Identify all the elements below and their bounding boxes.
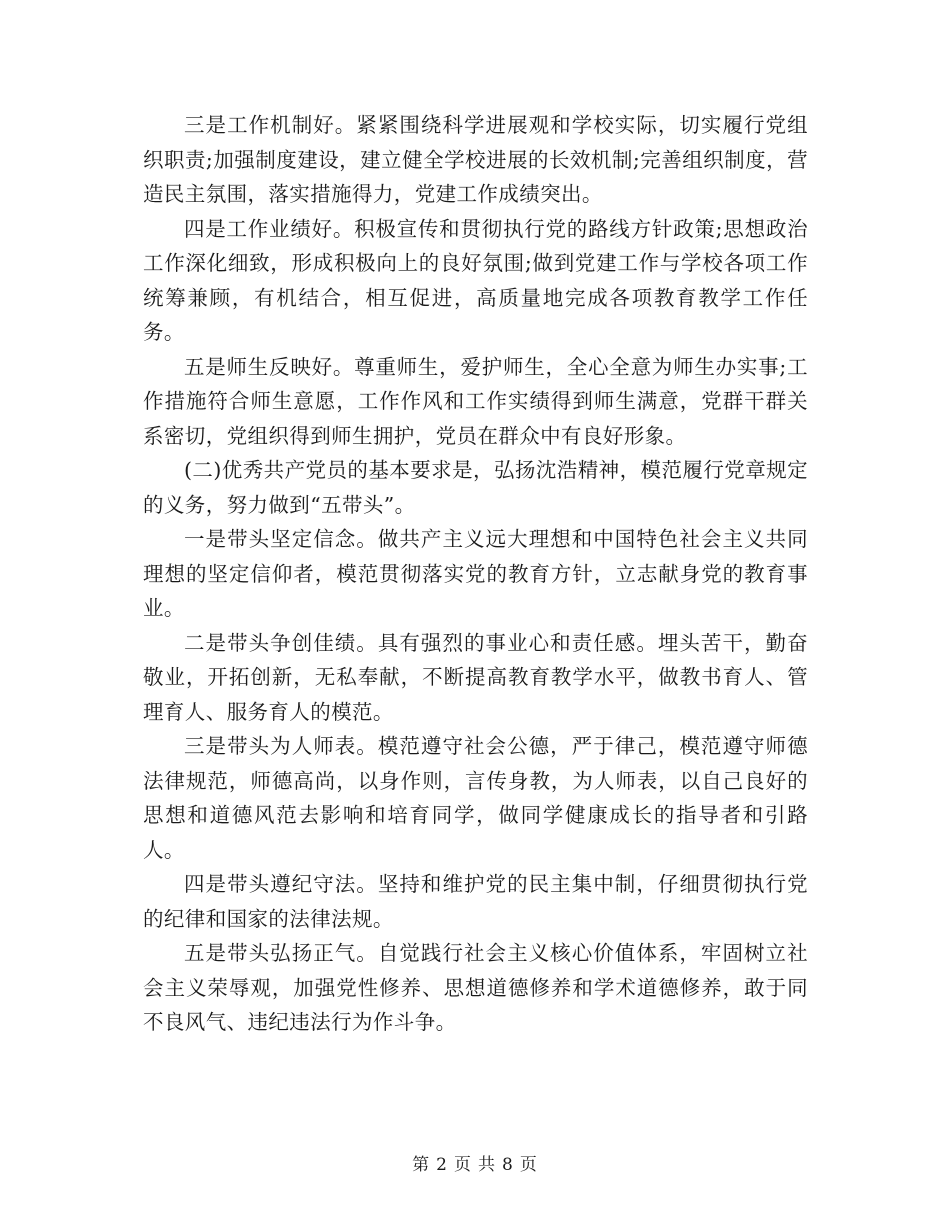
paragraph-3: 五是师生反映好。尊重师生，爱护师生，全心全意为师生办实事;工作措施符合师生意愿，工作作风和工作实绩得到师生满意，党群干群关系密切，党组织得到师生拥护，党员在群众中有良好形象。 (143, 354, 808, 448)
paragraph-7: 三是带头为人师表。模范遵守社会公德，严于律己，模范遵守师德法律规范，师德高尚，以身作则，言传身教，为人师表，以自己良好的思想和道德风范去影响和培育同学，做同学健康成长的指导者和引路人。 (143, 734, 808, 862)
footer-total-prefix: 共 (478, 1155, 496, 1175)
paragraph-2: 四是工作业绩好。积极宣传和贯彻执行党的路线方针政策;思想政治工作深化细致，形成积极向上的良好氛围;做到党建工作与学校各项工作统筹兼顾，有机结合，相互促进，高质量地完成各项教育教学工作任务。 (143, 216, 808, 344)
paragraph-4: (二)优秀共产党员的基本要求是，弘扬沈浩精神，模范履行党章规定的义务，努力做到“五带头”。 (143, 458, 808, 517)
footer-page-unit: 页 (454, 1155, 472, 1175)
paragraph-6: 二是带头争创佳绩。具有强烈的事业心和责任感。埋头苦干，勤奋敬业，开拓创新，无私奉献，不断提高教育教学水平，做教书育人、管理育人、服务育人的模范。 (143, 630, 808, 724)
page-footer (0, 1150, 950, 1175)
document-body (143, 108, 808, 1040)
footer-page-number: 2 (436, 1155, 448, 1175)
footer-total-unit: 页 (519, 1155, 538, 1175)
footer-total-pages: 8 (502, 1155, 514, 1175)
paragraph-1: 三是工作机制好。紧紧围绕科学进展观和学校实际，切实履行党组织职责;加强制度建设，建立健全学校进展的长效机制;完善组织制度，营造民主氛围，落实措施得力，党建工作成绩突出。 (143, 113, 808, 206)
footer-page-prefix: 第 (412, 1155, 431, 1175)
paragraph-8: 四是带头遵纪守法。坚持和维护党的民主集中制，仔细贯彻执行党的纪律和国家的法律法规。 (143, 872, 808, 931)
paragraph-9: 五是带头弘扬正气。自觉践行社会主义核心价值体系，牢固树立社会主义荣辱观，加强党性修养、思想道德修养和学术道德修养，敢于同不良风气、违纪违法行为作斗争。 (143, 941, 808, 1034)
paragraph-5: 一是带头坚定信念。做共产主义远大理想和中国特色社会主义共同理想的坚定信仰者，模范贯彻落实党的教育方针，立志献身党的教育事业。 (143, 527, 808, 620)
